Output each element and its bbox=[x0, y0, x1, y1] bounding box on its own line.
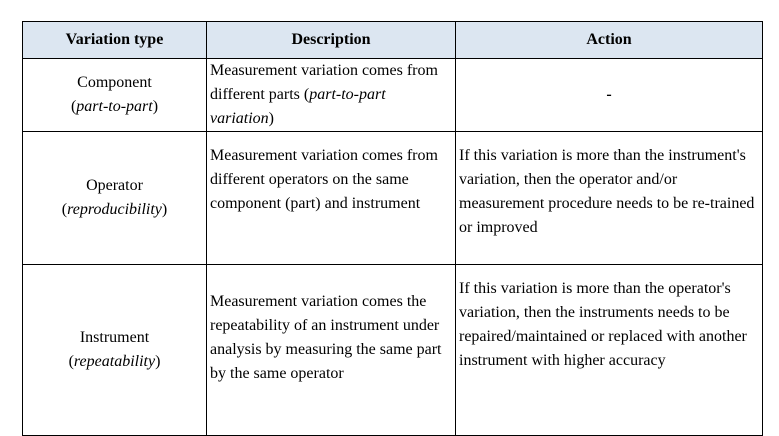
description-cell bbox=[207, 132, 456, 265]
header-action: Action bbox=[456, 22, 763, 59]
table-row bbox=[23, 132, 763, 265]
action-text: If this variation is more than the instrument's variation, then the operator and/or measurement procedure needs to be re-trained or improved bbox=[459, 147, 755, 236]
type-note: (repeatability) bbox=[68, 353, 161, 370]
type-cell bbox=[23, 265, 207, 436]
header-description: Description bbox=[207, 22, 456, 59]
header-variation-type: Variation type bbox=[23, 22, 207, 59]
action-cell bbox=[456, 59, 763, 132]
action-cell bbox=[456, 132, 763, 265]
description-text: Measurement variation comes from different operators on the same component (part) and instrument bbox=[210, 147, 438, 212]
action-text: If this variation is more than the operator's variation, then the instruments needs to be repaired/maintained or replaced with another instrument with higher accuracy bbox=[459, 280, 747, 369]
variation-table bbox=[22, 21, 763, 436]
header-row bbox=[23, 22, 763, 59]
type-cell bbox=[23, 132, 207, 265]
type-name: Operator bbox=[86, 177, 143, 194]
table-row bbox=[23, 59, 763, 132]
action-text: - bbox=[606, 86, 612, 103]
type-note-text: reproducibility bbox=[67, 201, 162, 218]
table-row bbox=[23, 265, 763, 436]
type-note: (part-to-part) bbox=[70, 98, 159, 115]
type-note: (reproducibility) bbox=[61, 201, 168, 218]
description-text: Measurement variation comes from different parts ( bbox=[210, 62, 438, 103]
description-tail: ) bbox=[268, 110, 274, 127]
type-cell bbox=[23, 59, 207, 132]
action-cell bbox=[456, 265, 763, 436]
description-italic: part-to-part variation bbox=[210, 86, 386, 127]
description-text: Measurement variation comes the repeatability of an instrument under analysis by measuring the same part by the same operator bbox=[210, 293, 442, 382]
description-cell bbox=[207, 265, 456, 436]
type-name: Instrument bbox=[79, 329, 150, 346]
type-note-text: part-to-part bbox=[76, 98, 153, 115]
type-note-text: repeatability bbox=[73, 353, 156, 370]
description-cell bbox=[207, 59, 456, 132]
type-name: Component bbox=[77, 74, 152, 91]
